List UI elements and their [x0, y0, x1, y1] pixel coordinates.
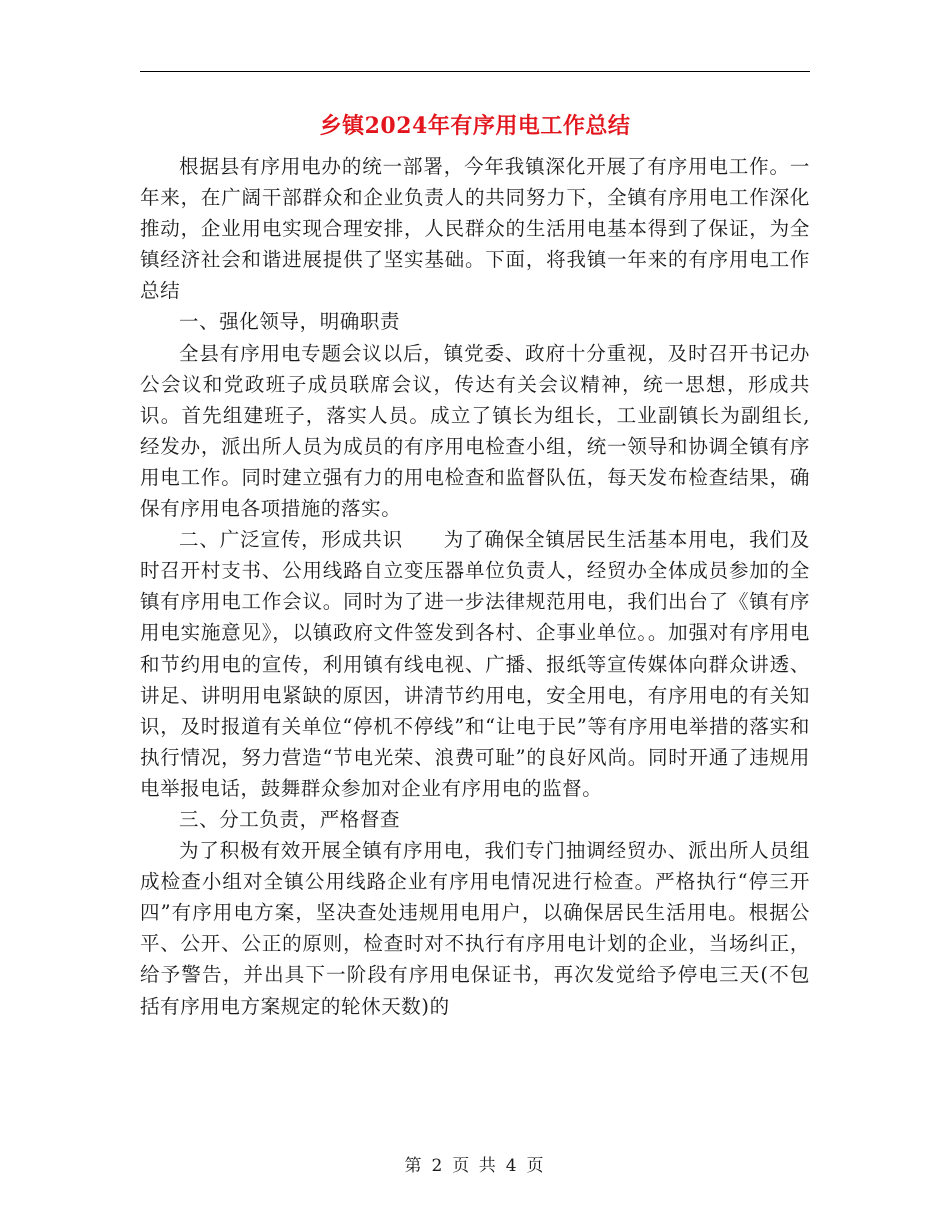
- footer-prefix: 第: [404, 1156, 424, 1176]
- footer-total-pages: 4: [505, 1156, 519, 1176]
- footer-middle: 页 共: [452, 1156, 498, 1176]
- section-heading-1: 一、强化领导，明确职责: [179, 310, 401, 334]
- section-heading-3: 三、分工负责，严格督查: [179, 807, 401, 831]
- header-rule: [140, 71, 810, 72]
- paragraph-section-1: 全县有序用电专题会议以后，镇党委、政府十分重视，及时召开书记办公会议和党政班子成员联席会议，传达有关会议精神，统一思想，形成共识。首先组建班子，落实人员。成立了镇长为组长，工业副镇长为副组长,经发办，派出所人员为成员的有序用电检查小组，统一领导和协调全镇有序用电工作。同时建立强有力的用电检查和监督队伍，每天发布检查结果，确保有序用电各项措施的落实。: [140, 341, 810, 521]
- document-body: [140, 151, 810, 1022]
- page-footer: [0, 1154, 950, 1178]
- document-title: 乡镇2024年有序用电工作总结: [319, 113, 631, 139]
- footer-page-number: 2: [431, 1156, 445, 1176]
- paragraph-section-3: 为了积极有效开展全镇有序用电，我们专门抽调经贸办、派出所人员组成检查小组对全镇公用线路企业有序用电情况进行检查。严格执行“停三开四”有序用电方案，坚决查处违规用电用户，以确保居民生活用电。根据公平、公开、公正的原则，检查时对不执行有序用电计划的企业，当场纠正，给予警告，并出具下一阶段有序用电保证书，再次发觉给予停电三天(不包括有序用电方案规定的轮休天数)的: [140, 839, 810, 1018]
- paragraph-section-2: 二、广泛宣传，形成共识 为了确保全镇居民生活基本用电，我们及时召开村支书、公用线路自立变压器单位负责人，经贸办全体成员参加的全镇有序用电工作会议。同时为了进一步法律规范用电，我们出台了《镇有序用电实施意见》，以镇政府文件签发到各村、企事业单位。。加强对有序用电和节约用电的宣传，利用镇有线电视、广播、报纸等宣传媒体向群众讲透、讲足、讲明用电紧缺的原因，讲清节约用电，安全用电，有序用电的有关知识，及时报道有关单位“停机不停线”和“让电于民”等有序用电举措的落实和执行情况，努力营造“节电光荣、浪费可耻”的良好风尚。同时开通了违规用电举报电话，鼓舞群众参加对企业有序用电的监督。: [140, 528, 810, 800]
- paragraph-intro: 根据县有序用电办的统一部署，今年我镇深化开展了有序用电工作。一年来，在广阔干部群众和企业负责人的共同努力下，全镇有序用电工作深化推动，企业用电实现合理安排，人民群众的生活用电基本得到了保证，为全镇经济社会和谐进展提供了坚实基础。下面，将我镇一年来的有序用电工作总结: [140, 155, 810, 303]
- footer-suffix: 页: [526, 1156, 546, 1176]
